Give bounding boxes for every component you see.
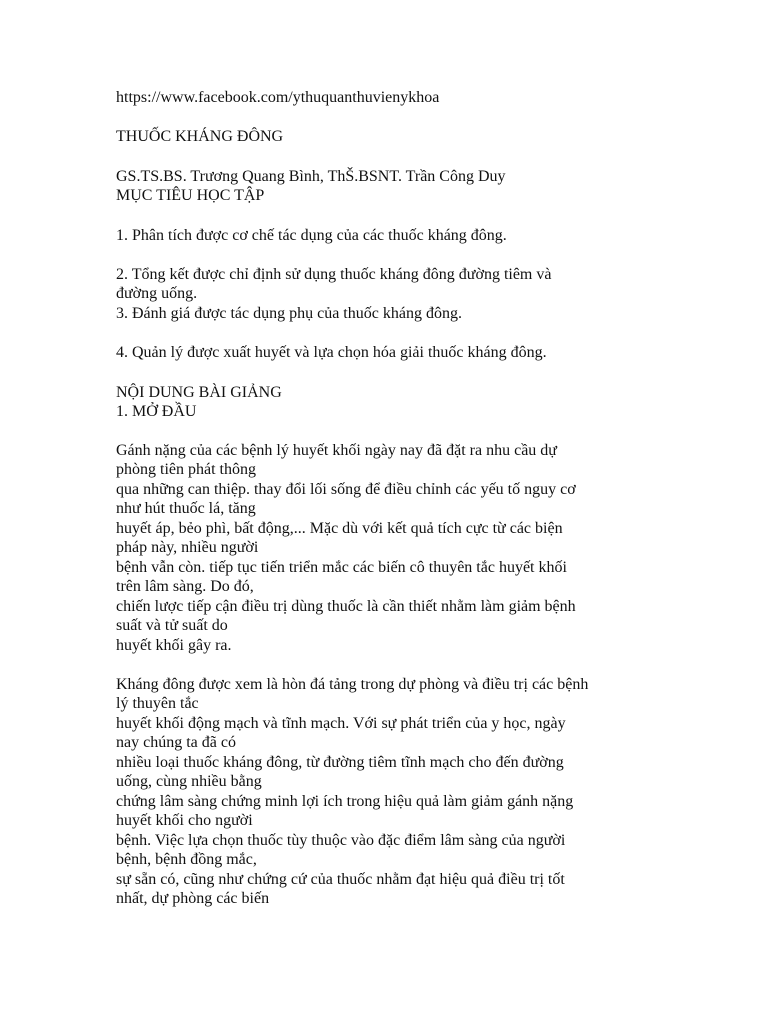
paragraph-1-line: trên lâm sàng. Do đó,: [116, 578, 254, 595]
paragraph-1-line: chiến lược tiếp cận điều trị dùng thuốc là cần thiết nhằm làm giảm bệnh: [116, 598, 576, 615]
objective-1: 1. Phân tích được cơ chế tác dụng của các thuốc kháng đông.: [116, 227, 507, 244]
paragraph-2-line: lý thuyên tắc: [116, 695, 199, 712]
paragraph-1-line: bệnh vẫn còn. tiếp tục tiến triển mắc các biến cô thuyên tắc huyết khối: [116, 559, 567, 576]
paragraph-1-line: huyết khối gây ra.: [116, 637, 232, 654]
paragraph-2-line: bệnh. Việc lựa chọn thuốc tùy thuộc vào đặc điểm lâm sàng của người: [116, 832, 566, 849]
paragraph-2-line: Kháng đông được xem là hòn đá tảng trong dự phòng và điều trị các bệnh: [116, 676, 589, 693]
paragraph-2-line: bệnh, bệnh đồng mắc,: [116, 851, 257, 868]
paragraph-1-line: phòng tiên phát thông: [116, 461, 256, 478]
paragraph-2-line: nay chúng ta đã có: [116, 734, 236, 751]
paragraph-1-line: suất và tử suất do: [116, 617, 228, 634]
paragraph-1-line: Gánh nặng của các bệnh lý huyết khối ngày nay đã đặt ra nhu cầu dự: [116, 442, 557, 459]
paragraph-1-line: qua những can thiệp. thay đổi lối sống để điều chỉnh các yếu tố nguy cơ: [116, 481, 576, 498]
paragraph-2-line: nhất, dự phòng các biến: [116, 890, 270, 907]
paragraph-2-line: chứng lâm sàng chứng minh lợi ích trong hiệu quả làm giảm gánh nặng: [116, 793, 574, 810]
objectives-heading: MỤC TIÊU HỌC TẬP: [116, 187, 265, 204]
objective-2-line-2: đường uống.: [116, 285, 198, 302]
document-title: THUỐC KHÁNG ĐÔNG: [116, 128, 284, 145]
source-url: https://www.facebook.com/ythuquanthuvienykhoa: [116, 89, 440, 106]
paragraph-2-line: nhiều loại thuốc kháng đông, từ đường tiêm tĩnh mạch cho đến đường: [116, 754, 564, 771]
objective-2-line-1: 2. Tổng kết được chỉ định sử dụng thuốc kháng đông đường tiêm và: [116, 266, 552, 283]
section-heading: 1. MỞ ĐẦU: [116, 403, 197, 420]
content-heading: NỘI DUNG BÀI GIẢNG: [116, 384, 282, 401]
objective-3: 3. Đánh giá được tác dụng phụ của thuốc kháng đông.: [116, 305, 462, 322]
objective-4: 4. Quản lý được xuất huyết và lựa chọn hóa giải thuốc kháng đông.: [116, 344, 547, 361]
paragraph-2-line: huyết khối động mạch và tĩnh mạch. Với sự phát triển của y học, ngày: [116, 715, 566, 732]
paragraph-1-line: như hút thuốc lá, tăng: [116, 500, 256, 517]
paragraph-2-line: sự sẵn có, cũng như chứng cứ của thuốc nhằm đạt hiệu quả điều trị tốt: [116, 871, 565, 888]
paragraph-1-line: pháp này, nhiều người: [116, 539, 259, 556]
authors-line: GS.TS.BS. Trương Quang Bình, ThŠ.BSNT. Trần Công Duy: [116, 168, 506, 185]
paragraph-2-line: uống, cùng nhiều bằng: [116, 773, 262, 790]
paragraph-2-line: huyết khối cho người: [116, 812, 253, 829]
paragraph-1-line: huyết áp, bẻo phì, bất động,... Mặc dù với kết quả tích cực từ các biện: [116, 520, 563, 537]
